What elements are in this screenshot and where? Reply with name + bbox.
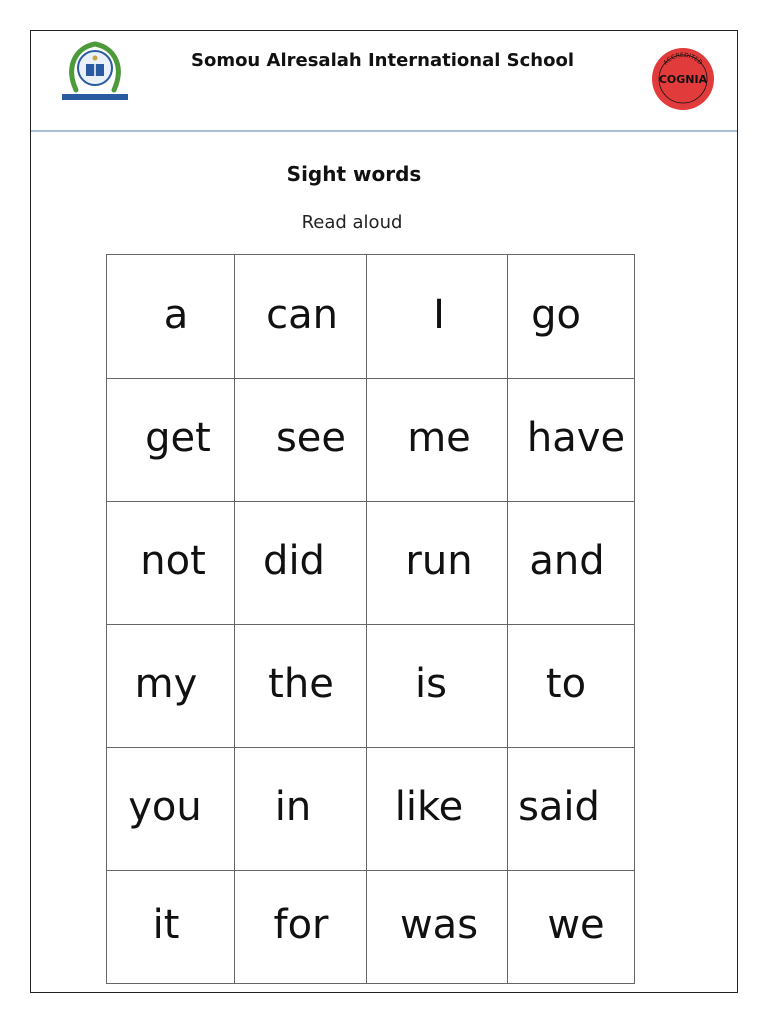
word-cell (508, 502, 635, 625)
word-cell (367, 502, 508, 625)
word-cell-content (508, 502, 634, 624)
word-cell-content (107, 379, 234, 501)
accreditation-logo-text: COGNIA (658, 73, 708, 86)
word-cell-content (235, 748, 366, 870)
word-cell-content (235, 625, 366, 747)
sight-word: was (399, 902, 479, 948)
word-cell (367, 255, 508, 379)
word-cell (107, 502, 235, 625)
word-cell-content (367, 748, 507, 870)
accreditation-badge-icon (650, 46, 716, 112)
word-cell-content (235, 379, 366, 501)
word-cell-content (508, 255, 634, 378)
word-cell-content (235, 871, 366, 983)
table-row (107, 871, 635, 984)
word-cell-content (107, 625, 234, 747)
word-cell (235, 255, 367, 379)
table-row (107, 379, 635, 502)
page-subtitle: Read aloud (301, 212, 403, 233)
word-cell (235, 625, 367, 748)
sight-word: is (415, 661, 447, 707)
word-cell-content (367, 502, 507, 624)
word-cell-content (367, 625, 507, 747)
word-cell (508, 379, 635, 502)
table-row (107, 748, 635, 871)
sight-word: the (268, 661, 334, 707)
word-cell (508, 748, 635, 871)
sight-word: did (263, 538, 325, 584)
word-cell-content (107, 871, 234, 983)
header-divider (31, 130, 737, 132)
accreditation-ring-text: ACCREDITED (662, 51, 704, 67)
word-cell-content (367, 255, 507, 378)
sight-word: not (140, 538, 206, 584)
sight-word: like (394, 784, 464, 830)
word-cell-content (107, 255, 234, 378)
page-title: Sight words (286, 162, 422, 186)
sight-words-table (106, 254, 635, 984)
word-cell-content (367, 871, 507, 983)
word-cell-content (367, 379, 507, 501)
sight-word: have (526, 415, 626, 461)
table-row (107, 502, 635, 625)
sight-word: for (273, 902, 329, 948)
word-cell-content (235, 502, 366, 624)
header (31, 31, 737, 131)
table-row (107, 255, 635, 379)
word-cell (107, 379, 235, 502)
sight-word: can (266, 291, 338, 338)
word-cell (367, 379, 508, 502)
sight-word: my (134, 661, 198, 707)
word-cell (508, 625, 635, 748)
word-cell-content (508, 379, 634, 501)
word-cell-content (107, 502, 234, 624)
sight-word: go (531, 291, 581, 338)
sight-word: I (433, 291, 445, 338)
sight-word: in (274, 784, 312, 830)
word-cell (367, 871, 508, 984)
word-cell-content (508, 871, 634, 983)
sight-word: you (128, 784, 202, 830)
sight-word: a (163, 291, 189, 338)
word-cell-content (508, 748, 634, 870)
word-cell (235, 871, 367, 984)
word-cell (107, 255, 235, 379)
sight-word: me (407, 415, 471, 461)
sight-word: to (545, 661, 587, 707)
table-row (107, 625, 635, 748)
sight-word: and (529, 538, 605, 584)
word-cell (508, 871, 635, 984)
word-cell (508, 255, 635, 379)
sight-word: it (152, 902, 180, 948)
word-cell-content (508, 625, 634, 747)
sight-word: see (275, 415, 347, 461)
word-cell (367, 748, 508, 871)
sight-word: get (145, 415, 211, 461)
word-cell (107, 871, 235, 984)
school-name: Somou Alresalah International School (190, 50, 575, 71)
word-cell-content (107, 748, 234, 870)
word-cell (367, 625, 508, 748)
word-cell (235, 748, 367, 871)
word-cell-content (235, 255, 366, 378)
word-cell (107, 625, 235, 748)
sight-word: run (405, 538, 473, 584)
word-cell (107, 748, 235, 871)
sight-word: we (547, 902, 605, 948)
school-logo-icon (56, 38, 134, 102)
sight-word: said (518, 784, 600, 830)
word-cell (235, 502, 367, 625)
word-cell (235, 379, 367, 502)
